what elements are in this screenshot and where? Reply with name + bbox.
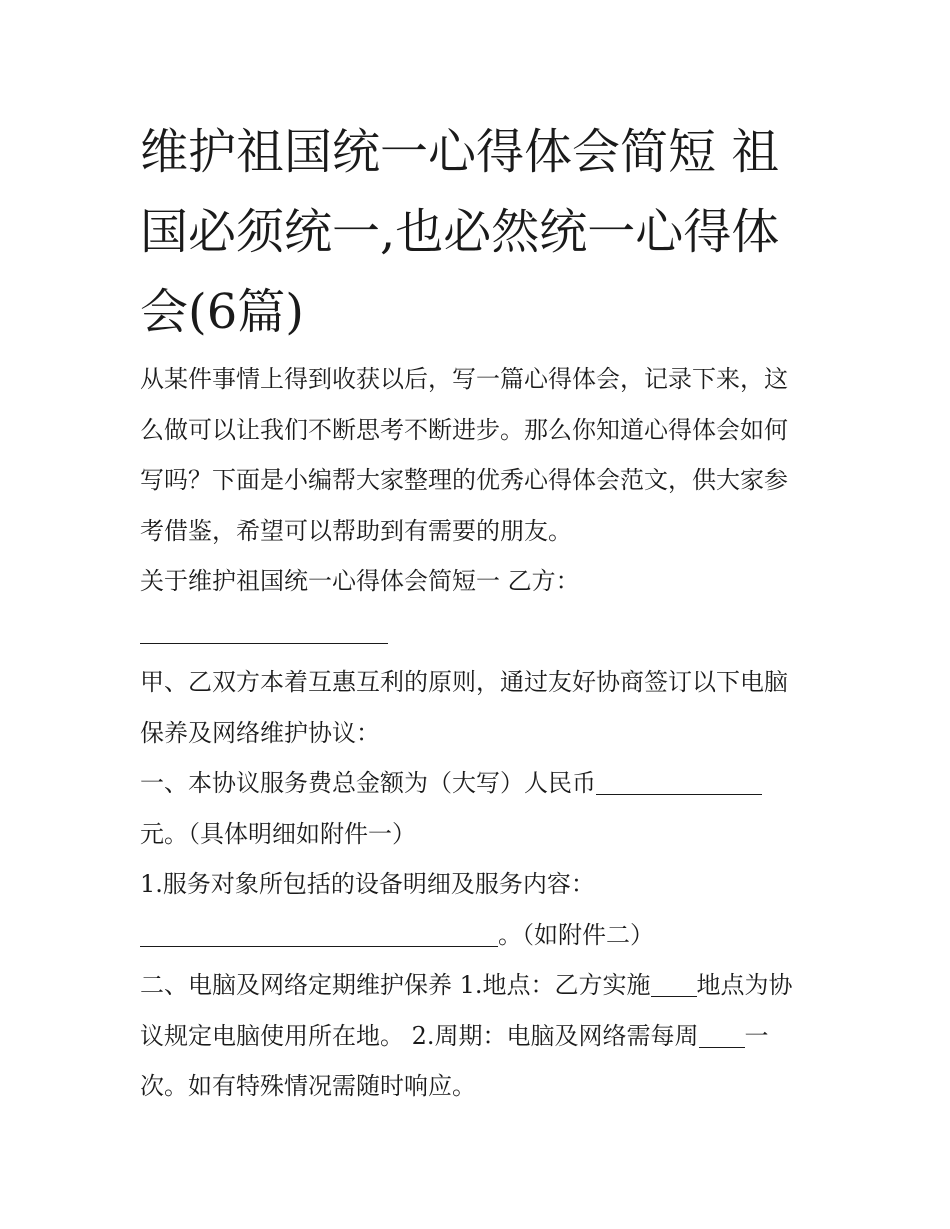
intro-line-1: 从某件事情上得到收获以后，写一篇心得体会，记录下来，这 <box>140 365 788 393</box>
period-line <box>140 1011 820 1062</box>
location-blank <box>651 966 697 997</box>
title-line-2: 国必须统一,也必然统一心得体 <box>140 204 780 260</box>
period-prefix: 议规定电脑使用所在地。 2.周期：电脑及网络需每周 <box>140 1021 699 1050</box>
maintenance-line <box>140 960 820 1011</box>
agreement-line-1: 甲、乙双方本着互惠互利的原则，通过友好协商签订以下电脑 <box>140 668 788 696</box>
intro-line-4: 考借鉴，希望可以帮助到有需要的朋友。 <box>140 516 572 545</box>
fee-amount-blank <box>596 764 762 795</box>
fee-line-cont: 元。（具体明细如附件一） <box>140 819 416 848</box>
intro-line-3: 写吗？下面是小编帮大家整理的优秀心得体会范文，供大家参 <box>140 466 788 494</box>
service-line: 1.服务对象所包括的设备明细及服务内容： <box>140 870 595 898</box>
document-body <box>140 354 820 1112</box>
service-blank-suffix: 。（如附件二） <box>498 920 654 949</box>
agreement-line-2: 保养及网络维护协议： <box>140 718 380 747</box>
service-content-blank <box>140 916 498 947</box>
intro-line-2: 么做可以让我们不断思考不断进步。那么你知道心得体会如何 <box>140 415 788 444</box>
document-title <box>140 112 820 352</box>
maintenance-prefix: 二、电脑及网络定期维护保养 1.地点：乙方实施 <box>140 971 651 999</box>
fee-line-prefix: 一、本协议服务费总金额为（大写）人民币 <box>140 769 596 797</box>
period-end-line: 次。如有特殊情况需随时响应。 <box>140 1072 476 1100</box>
service-blank-row <box>140 910 820 961</box>
party-b-blank <box>140 613 388 644</box>
period-suffix: 一 <box>744 1021 769 1050</box>
title-line-1: 维护祖国统一心得体会简短 祖 <box>140 124 780 180</box>
title-line-3: 会(6篇) <box>140 284 304 340</box>
fee-line <box>140 758 820 809</box>
period-blank <box>699 1017 745 1048</box>
section-heading: 关于维护祖国统一心得体会简短一 乙方： <box>140 567 580 595</box>
party-b-blank-row <box>140 607 820 658</box>
maintenance-suffix: 地点为协 <box>696 971 793 999</box>
